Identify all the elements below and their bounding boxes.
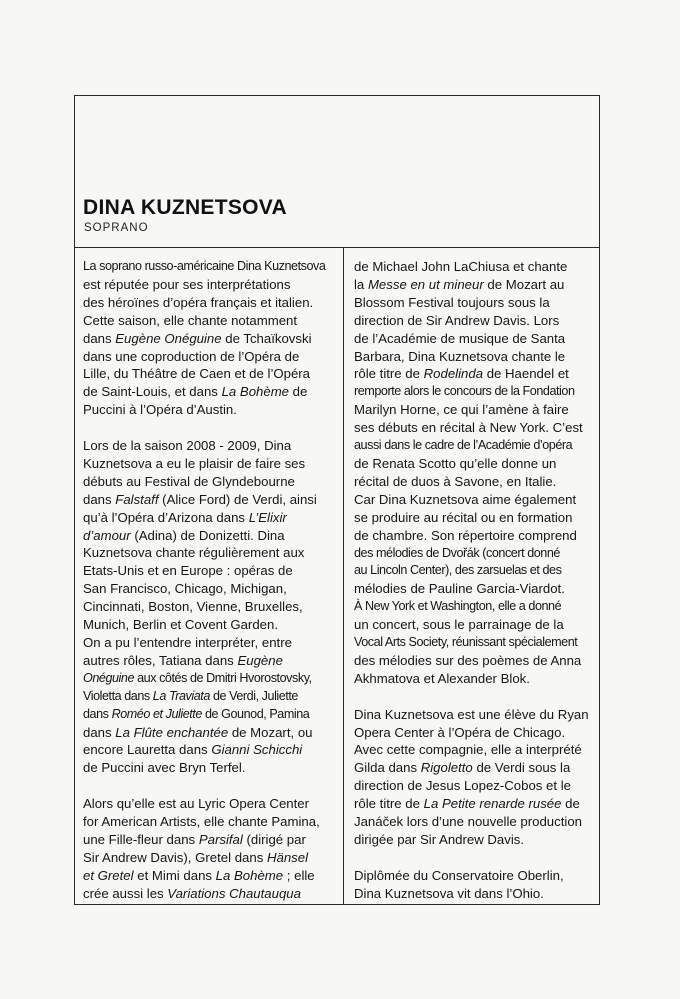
text-line: dans Falstaff (Alice Ford) de Verdi, ainsi: [83, 491, 317, 507]
text-line: la Messe en ut mineur de Mozart au: [354, 276, 565, 292]
text-line: aussi dans le cadre de l’Académie d’opéra: [354, 438, 573, 453]
text-line: ses débuts en récital à New York. C’est: [354, 420, 583, 436]
artist-name: DINA KUZNETSOVA: [83, 196, 287, 219]
right-column: [354, 258, 599, 903]
text-line: des mélodies de Dvořák (concert donné: [354, 545, 560, 560]
text-line: Diplômée du Conservatoire Oberlin,: [354, 867, 564, 883]
text-line: et Gretel et Mimi dans La Bohème ; elle: [83, 867, 315, 883]
text-line: un concert, sous le parrainage de la: [354, 617, 564, 633]
paragraph: [354, 258, 599, 688]
text-line: une Fille-fleur dans Parsifal (dirigé par: [83, 831, 306, 847]
text-line: dirigée par Sir Andrew Davis.: [354, 831, 525, 847]
text-line: Avec cette compagnie, elle a interprété: [354, 742, 582, 758]
text-line: Dina Kuznetsova vit dans l’Ohio.: [354, 885, 544, 901]
text-line: autres rôles, Tatiana dans Eugène: [83, 652, 283, 668]
text-line: des héroïnes d’opéra français et italien.: [83, 294, 314, 310]
text-line: dans Eugène Onéguine de Tchaïkovski: [83, 330, 312, 346]
text-line: for American Artists, elle chante Pamina,: [83, 814, 320, 830]
text-line: dans une coproduction de l’Opéra de: [83, 348, 300, 364]
text-line: est réputée pour ses interprétations: [83, 276, 291, 292]
text-line: qu’à l’Opéra d’Arizona dans L’Elixir: [83, 509, 287, 525]
text-line: Etats-Unis et en Europe : opéras de: [83, 563, 293, 579]
text-line: Sir Andrew Davis), Gretel dans Hänsel: [83, 849, 309, 865]
text-line: dans Roméo et Juliette de Gounod, Pamina: [83, 706, 310, 721]
text-line: Onéguine aux côtés de Dmitri Hvorostovsky,: [83, 670, 312, 685]
text-line: de Michael John LaChiusa et chante: [354, 259, 568, 274]
text-line: Cincinnati, Boston, Vienne, Bruxelles,: [83, 599, 303, 615]
text-line: Janáček lors d’une nouvelle production: [354, 814, 582, 830]
text-line: Alors qu’elle est au Lyric Opera Center: [83, 796, 310, 812]
text-line: À New York et Washington, elle a donné: [354, 599, 562, 614]
text-line: Violetta dans La Traviata de Verdi, Juliette: [83, 688, 298, 703]
text-line: rôle titre de La Petite renarde rusée de: [354, 796, 580, 812]
text-line: Marilyn Horne, ce qui l’amène à faire: [354, 402, 569, 418]
text-line: Blossom Festival toujours sous la: [354, 294, 550, 310]
text-line: Car Dina Kuznetsova aime également: [354, 491, 577, 507]
text-line: San Francisco, Chicago, Michigan,: [83, 581, 287, 597]
text-line: au Lincoln Center), des zarsuelas et des: [354, 563, 562, 578]
text-line: On a pu l’entendre interpréter, entre: [83, 635, 292, 651]
text-line: direction de Jesus Lopez-Cobos et le: [354, 778, 571, 794]
text-line: encore Lauretta dans Gianni Schicchi: [83, 742, 303, 758]
text-line: des mélodies sur des poèmes de Anna: [354, 652, 582, 668]
text-line: de Renata Scotto qu’elle donne un: [354, 455, 557, 471]
text-line: rôle titre de Rodelinda de Haendel et: [354, 366, 569, 382]
paragraph: [83, 258, 337, 419]
left-column: [83, 258, 337, 903]
text-line: Opera Center à l’Opéra de Chicago.: [354, 724, 566, 740]
text-line: Munich, Berlin et Covent Garden.: [83, 617, 278, 633]
text-line: Gilda dans Rigoletto de Verdi sous la: [354, 760, 571, 776]
text-line: crée aussi les Variations Chautauqua: [83, 885, 301, 901]
text-line: Cette saison, elle chante notamment: [83, 312, 298, 328]
text-line: dans La Flûte enchantée de Mozart, ou: [83, 724, 313, 740]
bio-frame: [74, 95, 600, 905]
text-line: Akhmatova et Alexander Blok.: [354, 670, 530, 686]
text-line: débuts au Festival de Glyndebourne: [83, 473, 295, 489]
text-line: Puccini à l’Opéra d’Austin.: [83, 402, 237, 418]
text-line: La soprano russo-américaine Dina Kuznetsova: [83, 259, 326, 273]
text-line: Barbara, Dina Kuznetsova chante le: [354, 348, 566, 364]
text-line: se produire au récital ou en formation: [354, 509, 573, 525]
text-line: Dina Kuznetsova est une élève du Ryan: [354, 706, 589, 722]
paragraph: [83, 795, 337, 902]
bio-header: [75, 96, 599, 248]
text-line: d’amour (Adina) de Donizetti. Dina: [83, 527, 285, 543]
bio-columns: [75, 248, 599, 904]
text-line: Vocal Arts Society, réunissant spécialement: [354, 635, 578, 650]
paragraph: [354, 867, 599, 903]
paragraph: [83, 437, 337, 777]
text-line: direction de Sir Andrew Davis. Lors: [354, 312, 560, 328]
text-line: de Saint-Louis, et dans La Bohème de: [83, 384, 308, 400]
text-line: Lors de la saison 2008 - 2009, Dina: [83, 438, 292, 454]
text-line: remporte alors le concours de la Fondation: [354, 384, 575, 399]
text-line: Kuznetsova chante régulièrement aux: [83, 545, 305, 561]
paragraph: [354, 706, 599, 849]
text-line: Lille, du Théâtre de Caen et de l’Opéra: [83, 366, 311, 382]
text-line: récital de duos à Savone, en Italie.: [354, 473, 557, 489]
artist-role: SOPRANO: [84, 222, 149, 234]
text-line: Kuznetsova a eu le plaisir de faire ses: [83, 455, 306, 471]
text-line: de Puccini avec Bryn Terfel.: [83, 760, 246, 776]
text-line: de chambre. Son répertoire comprend: [354, 527, 577, 543]
text-line: de l’Académie de musique de Santa: [354, 330, 566, 346]
column-divider: [343, 248, 344, 904]
text-line: mélodies de Pauline Garcia-Viardot.: [354, 581, 565, 597]
